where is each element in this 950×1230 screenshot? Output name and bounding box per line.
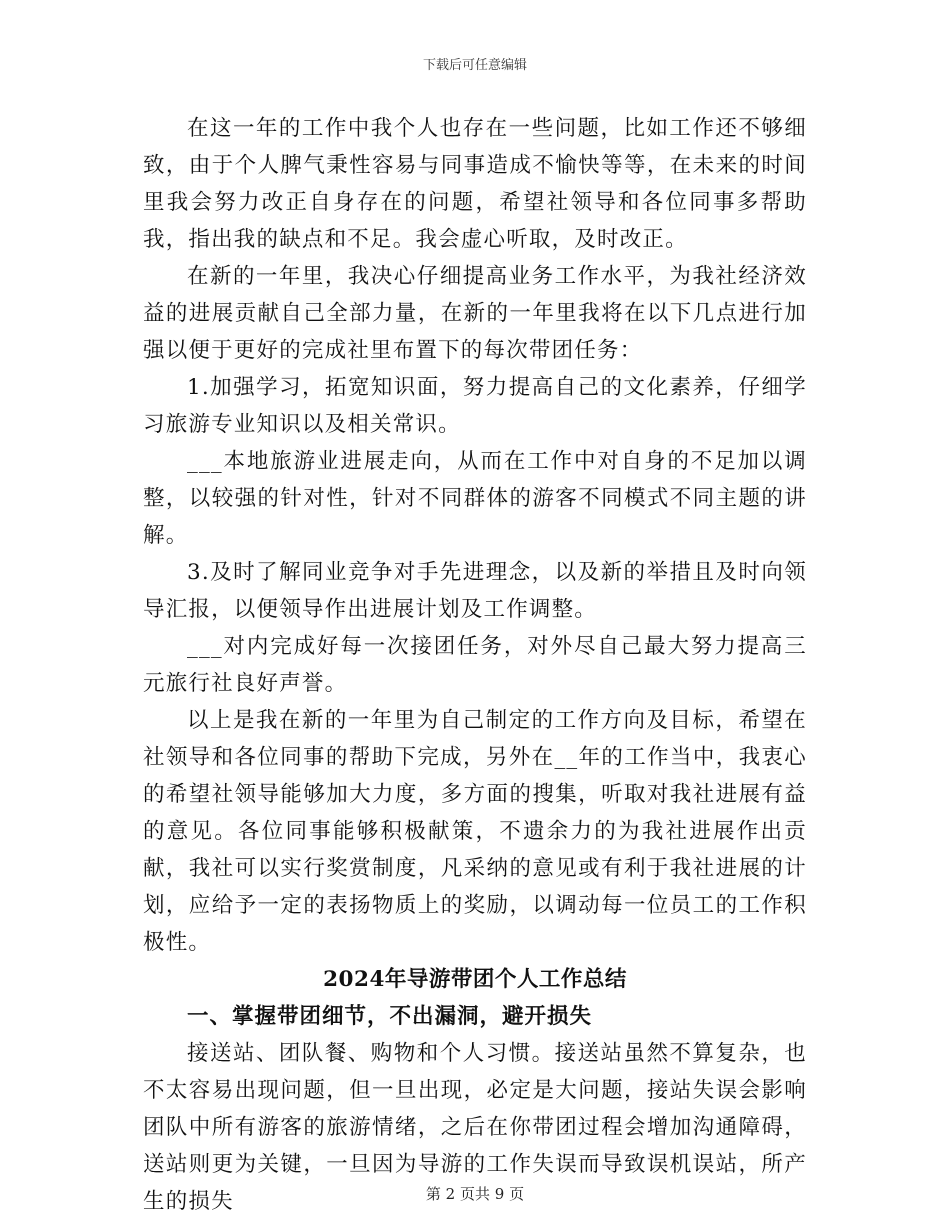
page-header: 下载后可任意编辑 xyxy=(422,58,527,73)
paragraph-conclusion: 以上是我在新的一年里为自己制定的工作方向及目标，希望在社领导和各位同事的帮助下完成，另外在__年的工作当中，我衷心的希望社领导能够加大力度，多方面的搜集，听取对我社进展有益的意见。各位同事能够积极献策，不遗余力的为我社进展作出贡献，我社可以实行奖赏制度，凡采纳的意见或有利于我社进展的计划，应给予一定的表扬物质上的奖励，以调动每一位员工的工作积极性。 xyxy=(143,708,807,955)
list-item-2: ___本地旅游业进展走向，从而在工作中对自身的不足加以调整，以较强的针对性，针对不同群体的游客不同模式不同主题的讲解。 xyxy=(143,449,807,548)
section-paragraph: 接送站、团队餐、购物和个人习惯。接送站虽然不算复杂，也不太容易出现问题，但一旦出现，必定是大问题，接站失误会影响团队中所有游客的旅游情绪，之后在你带团过程会增加沟通障碍，送站则更为关键，一旦因为导游的工作失误而导致误机误站，所产生的损失 xyxy=(143,1041,807,1214)
page-footer: 第 2 页共 9 页 xyxy=(425,1185,525,1203)
section-heading: 一、掌握带团细节，不出漏洞，避开损失 xyxy=(187,1004,593,1029)
paragraph-new-year-plan: 在新的一年里，我决心仔细提高业务工作水平，为我社经济效益的进展贡献自己全部力量，在新的一年里我将在以下几点进行加强以便于更好的完成社里布置下的每次带团任务： xyxy=(143,264,807,363)
section-title: 2024年导游带团个人工作总结 xyxy=(323,967,627,992)
list-item-1: 1.加强学习，拓宽知识面，努力提高自己的文化素养，仔细学习旅游专业知识以及相关常识。 xyxy=(143,375,807,437)
paragraph-problems: 在这一年的工作中我个人也存在一些问题，比如工作还不够细致，由于个人脾气秉性容易与同事造成不愉快等等，在未来的时间里我会努力改正自身存在的问题，希望社领导和各位同事多帮助我，指出我的缺点和不足。我会虚心听取，及时改正。 xyxy=(143,116,807,252)
document-body xyxy=(143,110,807,1220)
list-item-3: 3.及时了解同业竞争对手先进理念，以及新的举措且及时向领导汇报，以便领导作出进展计划及工作调整。 xyxy=(143,560,807,622)
list-item-4: ___对内完成好每一次接团任务，对外尽自己最大努力提高三元旅行社良好声誉。 xyxy=(143,634,807,696)
